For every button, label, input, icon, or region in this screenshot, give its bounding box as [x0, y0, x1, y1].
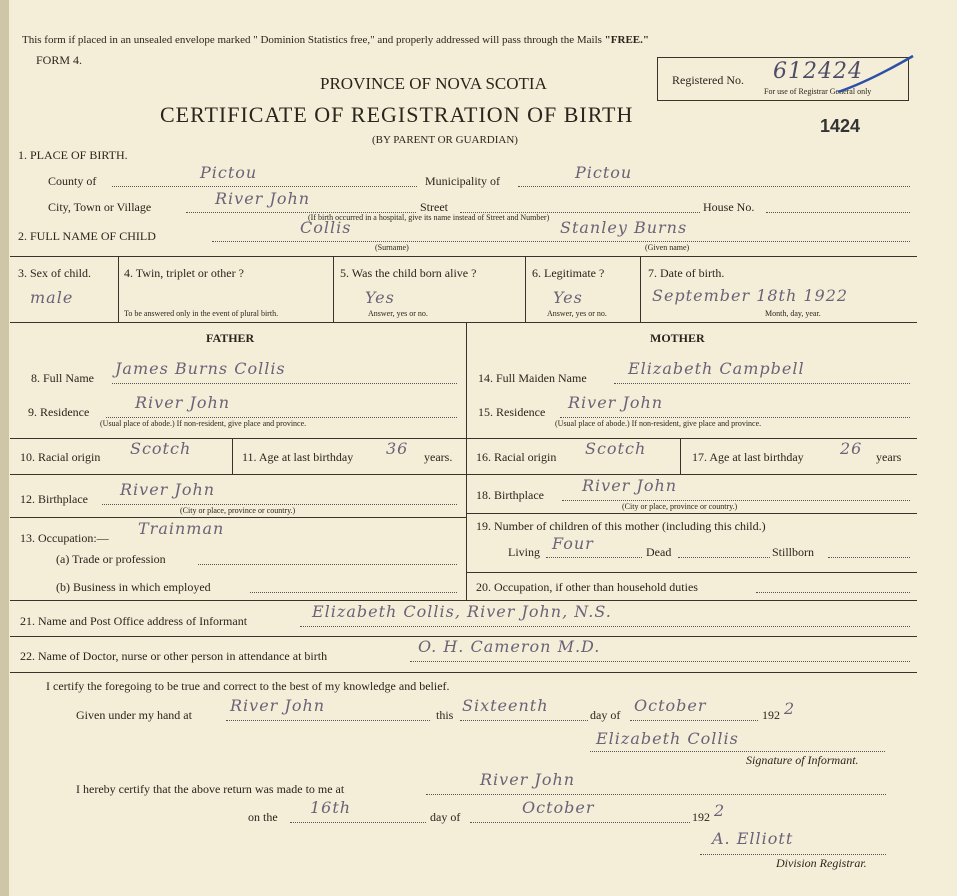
- on-the-label: on the: [248, 810, 278, 824]
- page-edge: [0, 0, 9, 896]
- father-birthplace-note: (City or place, province or country.): [180, 506, 296, 515]
- mother-age-value: 26: [840, 439, 863, 458]
- given-day-of-label: day of: [590, 708, 621, 722]
- mail-note: [22, 33, 649, 47]
- date-note: Month, day, year.: [765, 309, 821, 318]
- mother-occupation-label: 20. Occupation, if other than household duties: [476, 580, 698, 594]
- informant-label: 21. Name and Post Office address of Informant: [20, 614, 248, 628]
- surname-note: (Surname): [375, 243, 409, 252]
- mother-residence-label: 15. Residence: [478, 405, 546, 419]
- father-age-value: 36: [386, 439, 409, 458]
- registered-number: 612424: [773, 59, 863, 84]
- mother-residence-value: River John: [568, 393, 664, 412]
- mother-age-label: 17. Age at last birthday: [692, 450, 804, 464]
- children-label: 19. Number of children of this mother (including this child.): [476, 519, 766, 533]
- alive-note: Answer, yes or no.: [368, 309, 428, 318]
- street-label: Street: [420, 200, 448, 214]
- form-number: FORM 4.: [36, 53, 83, 67]
- child-given-name: Stanley Burns: [560, 218, 688, 237]
- given-under-label: Given under my hand at: [76, 708, 192, 722]
- page-subtitle: (BY PARENT OR GUARDIAN): [372, 134, 518, 146]
- sex-label: 3. Sex of child.: [18, 266, 91, 280]
- registrar-place-value: River John: [480, 770, 576, 789]
- county-value: Pictou: [200, 163, 258, 182]
- given-year-value: 2: [784, 699, 796, 718]
- registrar-month-value: October: [522, 798, 595, 817]
- doctor-label: 22. Name of Doctor, nurse or other person in attendance at birth: [20, 649, 328, 663]
- father-residence-label: 9. Residence: [28, 405, 90, 419]
- legitimate-label: 6. Legitimate ?: [532, 266, 605, 280]
- house-label: House No.: [703, 200, 755, 214]
- twin-label: 4. Twin, triplet or other ?: [124, 266, 244, 280]
- signature-informant-label: Signature of Informant.: [746, 753, 859, 767]
- mother-name-label: 14. Full Maiden Name: [478, 371, 587, 385]
- child-name-label: 2. FULL NAME OF CHILD: [18, 229, 156, 243]
- mother-birthplace-value: River John: [582, 476, 678, 495]
- date-label: 7. Date of birth.: [648, 266, 725, 280]
- father-heading: FATHER: [206, 331, 255, 345]
- registrar-year-prefix: 192: [692, 810, 710, 824]
- twin-note: To be answered only in the event of plural birth.: [124, 309, 279, 318]
- registrar-day-value: 16th: [310, 798, 352, 817]
- given-place-value: River John: [230, 696, 326, 715]
- mother-heading: MOTHER: [650, 331, 705, 345]
- father-name-value: James Burns Collis: [115, 359, 286, 378]
- mother-years: years: [876, 450, 902, 464]
- date-value: September 18th 1922: [652, 286, 849, 305]
- dead-label: Dead: [646, 545, 672, 559]
- municipality-value: Pictou: [575, 163, 633, 182]
- father-name-label: 8. Full Name: [31, 371, 94, 385]
- informant-signature: Elizabeth Collis: [596, 729, 739, 748]
- this-label: this: [436, 708, 454, 722]
- place-of-birth-label: 1. PLACE OF BIRTH.: [18, 148, 128, 162]
- living-label: Living: [508, 545, 540, 559]
- mail-note-text: This form if placed in an unsealed envelope marked " Dominion Statistics free," and properly addressed will pass through the Mails: [22, 34, 602, 46]
- municipality-label: Municipality of: [425, 174, 500, 188]
- registrar-year-value: 2: [714, 801, 726, 820]
- given-year-prefix: 192: [762, 708, 780, 722]
- alive-value: Yes: [365, 288, 395, 307]
- father-racial-label: 10. Racial origin: [20, 450, 101, 464]
- city-label: City, Town or Village: [48, 200, 152, 214]
- city-value: River John: [215, 189, 311, 208]
- given-day-value: Sixteenth: [462, 696, 549, 715]
- father-residence-value: River John: [135, 393, 231, 412]
- father-birthplace-value: River John: [120, 480, 216, 499]
- registered-label: Registered No.: [672, 73, 744, 87]
- certify-statement: I certify the foregoing to be true and correct to the best of my knowledge and belief.: [46, 679, 450, 693]
- living-value: Four: [552, 534, 594, 553]
- informant-value: Elizabeth Collis, River John, N.S.: [312, 602, 612, 621]
- hospital-note: (If birth occurred in a hospital, give its name instead of Street and Number): [308, 213, 550, 222]
- registrar-signature: A. Elliott: [712, 829, 794, 848]
- side-number: 1424: [820, 116, 861, 136]
- father-occupation-value: Trainman: [138, 519, 225, 538]
- legitimate-note: Answer, yes or no.: [547, 309, 607, 318]
- child-surname: Collis: [300, 218, 352, 237]
- page-title: CERTIFICATE OF REGISTRATION OF BIRTH: [160, 102, 634, 127]
- mother-name-value: Elizabeth Campbell: [628, 359, 805, 378]
- alive-label: 5. Was the child born alive ?: [340, 266, 477, 280]
- registrar-day-of-label: day of: [430, 810, 461, 824]
- mother-racial-value: Scotch: [585, 439, 647, 458]
- county-label: County of: [48, 174, 97, 188]
- legitimate-value: Yes: [553, 288, 583, 307]
- father-age-label: 11. Age at last birthday: [242, 450, 354, 464]
- province-heading: PROVINCE OF NOVA SCOTIA: [320, 74, 547, 93]
- father-racial-value: Scotch: [130, 439, 192, 458]
- doctor-value: O. H. Cameron M.D.: [418, 637, 601, 656]
- father-residence-note: (Usual place of abode.) If non-resident, give place and province.: [100, 419, 307, 428]
- mother-birthplace-label: 18. Birthplace: [476, 488, 544, 502]
- given-name-note: (Given name): [645, 243, 690, 252]
- stillborn-label: Stillborn: [772, 545, 815, 559]
- mother-birthplace-note: (City or place, province or country.): [622, 502, 738, 511]
- mail-free-text: "FREE.": [604, 34, 649, 46]
- given-month-value: October: [634, 696, 707, 715]
- registrar-statement: I hereby certify that the above return was made to me at: [76, 782, 345, 796]
- trade-label: (a) Trade or profession: [56, 552, 166, 566]
- registrar-note: For use of Registrar General only: [764, 87, 872, 96]
- mother-residence-note: (Usual place of abode.) If non-resident, give place and province.: [555, 419, 762, 428]
- father-years: years.: [424, 450, 453, 464]
- division-registrar-label: Division Registrar.: [776, 856, 867, 870]
- business-label: (b) Business in which employed: [56, 580, 211, 594]
- sex-value: male: [30, 288, 74, 307]
- check-mark-icon: [828, 52, 918, 98]
- father-birthplace-label: 12. Birthplace: [20, 492, 88, 506]
- father-occupation-label: 13. Occupation:—: [20, 531, 109, 545]
- mother-racial-label: 16. Racial origin: [476, 450, 557, 464]
- registered-box: [657, 57, 909, 101]
